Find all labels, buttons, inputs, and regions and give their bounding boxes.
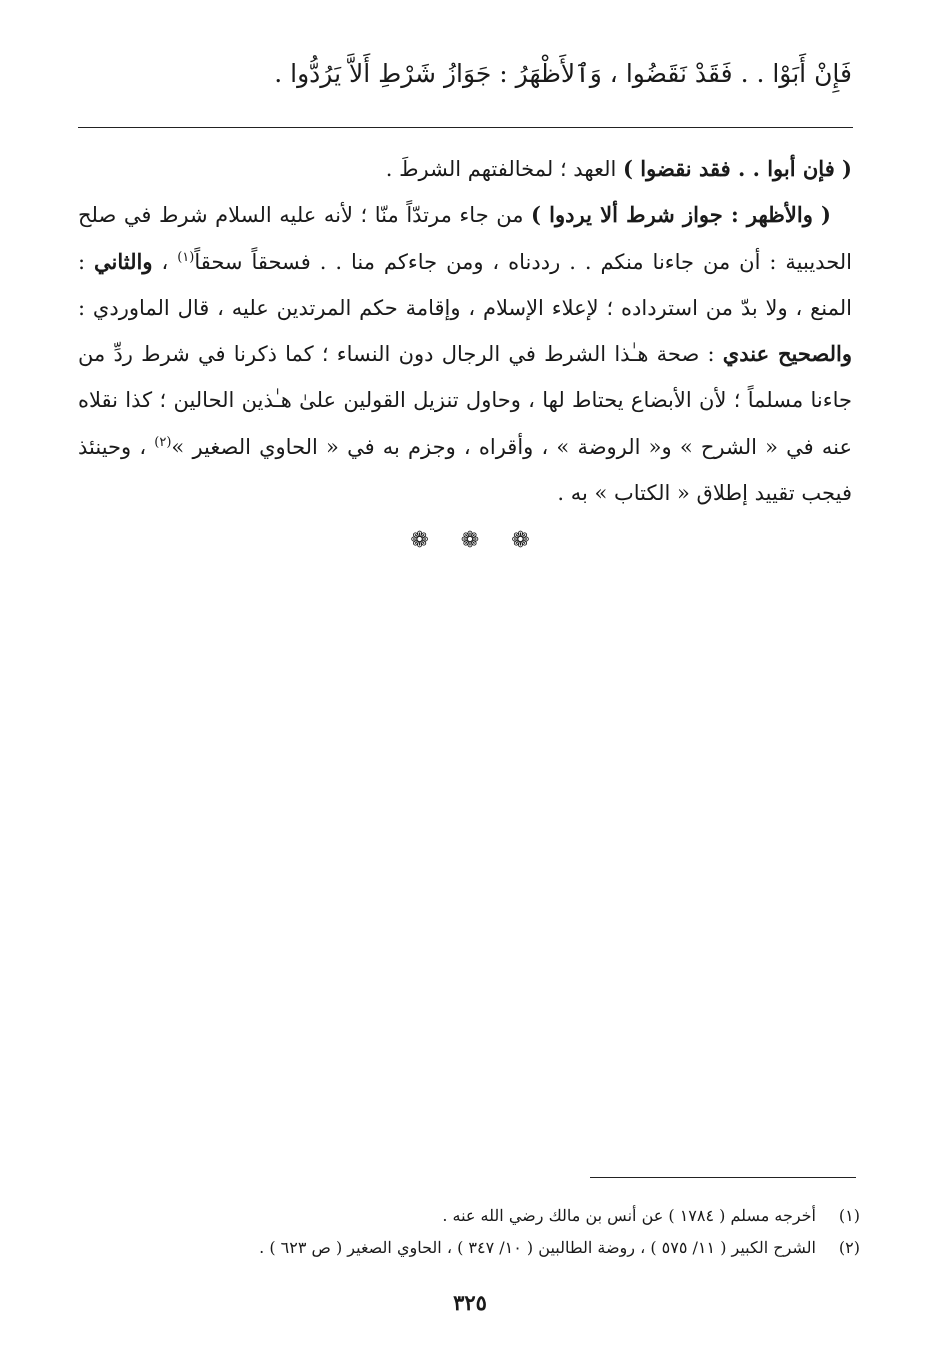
commentary-paragraph-1 [78, 146, 852, 192]
footnote-number: (١) [838, 1206, 860, 1225]
flower-ornament-icon: ❁ [410, 528, 429, 553]
header-rule [78, 127, 853, 128]
flower-ornament-icon: ❁ [511, 528, 530, 553]
bold-term: والصحيح عندي [722, 341, 852, 367]
commentary-text: : المنع ، ولا بدّ من استرداده ؛ لإعلاء الإسلام ، وإقامة حكم المرتدين عليه ، قال الماوردي : [78, 249, 852, 320]
quoted-matn-phrase: ( فإن أبوا . . فقد نقضوا ) [623, 156, 852, 181]
page-number: ٣٢٥ [453, 1290, 487, 1315]
footnote-ref-2[interactable]: (٢) [154, 434, 172, 450]
footnotes [90, 1200, 860, 1264]
footnote [90, 1232, 860, 1264]
bold-term: والثاني [94, 248, 153, 274]
commentary-text: ، [152, 249, 178, 274]
commentary-paragraph-2 [78, 192, 852, 516]
commentary-text: : صحة هـٰذا الشرط في الرجال دون النساء ؛ كما ذكرنا في شرط ردِّ من جاءنا مسلماً ؛ لأن الأبضاع يحتاط لها ، وحاول تنزيل القولين علىٰ هـٰذين الحالين ؛ كذا نقلاه عنه في « الشرح » و« الروضة » ، وأقراه ، وجزم به في « الحاوي الصغير » [78, 342, 852, 459]
footnote-number: (٢) [838, 1238, 860, 1257]
section-divider [0, 528, 940, 553]
footnote [90, 1200, 860, 1232]
commentary-body [78, 146, 852, 516]
quoted-matn-phrase: ( والأظهر : جواز شرط ألا يردوا ) [531, 202, 831, 228]
footnote-ref-1[interactable]: (١) [177, 249, 195, 265]
commentary-text: ، وحينئذ فيجب تقييد إطلاق « الكتاب » به . [78, 434, 852, 506]
footnote-text: أخرجه مسلم ( ١٧٨٤ ) عن أنس بن مالك رضي الله عنه . [442, 1206, 816, 1225]
flower-ornament-icon: ❁ [460, 528, 480, 553]
footnote-rule [590, 1177, 856, 1178]
footnote-text: الشرح الكبير ( ١١/ ٥٧٥ ) ، روضة الطالبين ( ١٠/ ٣٤٧ ) ، الحاوي الصغير ( ص ٦٢٣ ) . [259, 1238, 816, 1257]
commentary-text: العهد ؛ لمخالفتهم الشرطَ . [385, 157, 624, 181]
matn-text: فَإِنْ أَبَوْا . . فَقَدْ نَقَضُوا ، وَٱلأَظْهَرُ : جَوَازُ شَرْطِ أَلاَّ يَرُدُّوا . [274, 59, 852, 88]
commentary-text: من جاء مرتدّاً منّا ؛ لأنه عليه السلام شرط في صلح الحديبية : أن من جاءنا منكم . . رددناه ، ومن جاءكم منا . . فسحقاً سحقاً [78, 203, 852, 274]
